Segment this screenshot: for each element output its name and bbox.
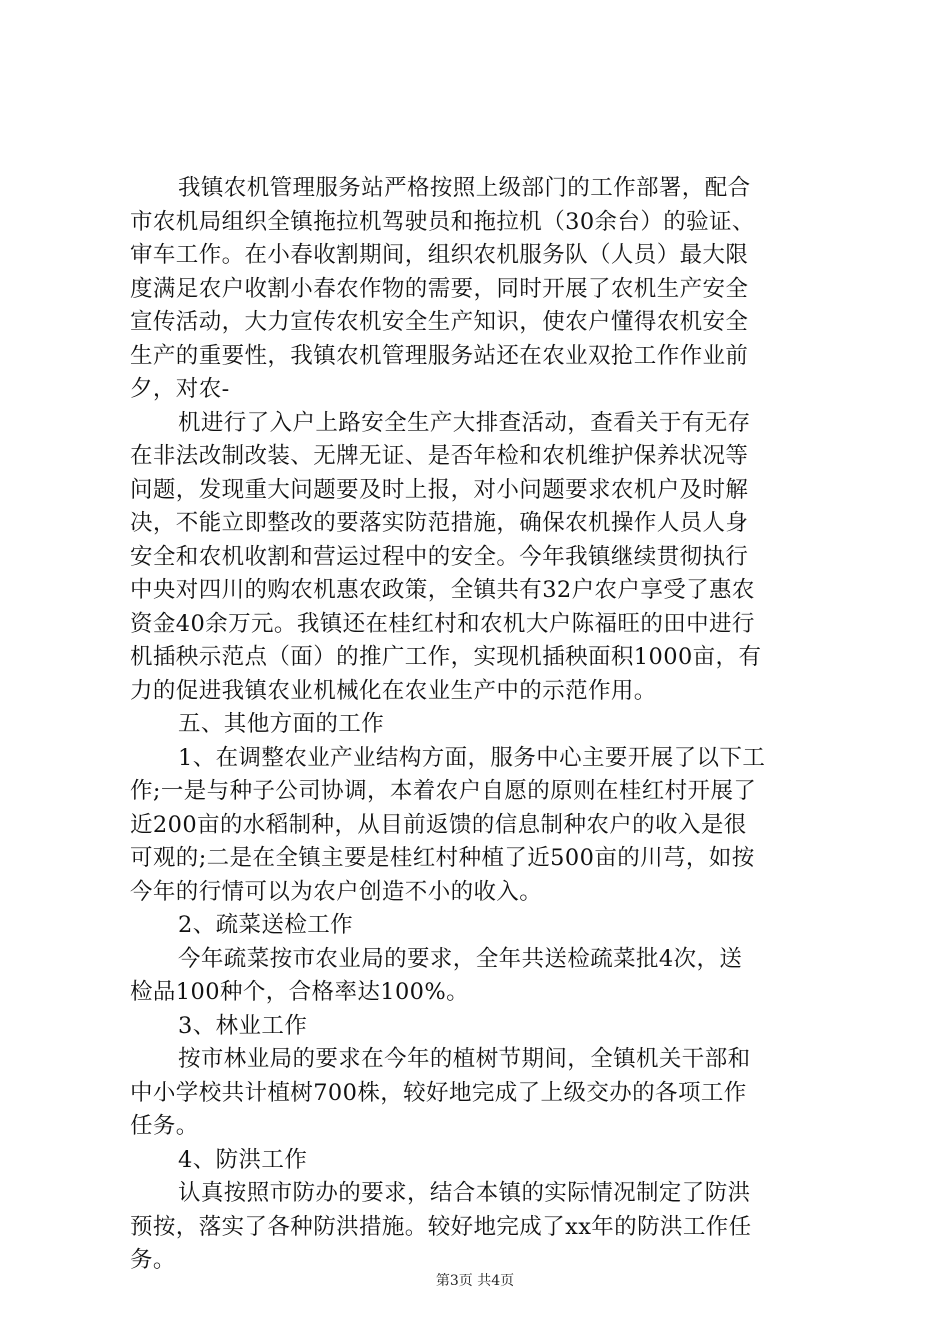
paragraph-line: 问题，发现重大问题要及时上报，对小问题要求农机户及时解 [130, 476, 749, 503]
subsection-heading: 4、防洪工作 [178, 1146, 308, 1173]
subsection-heading: 3、林业工作 [178, 1012, 308, 1039]
paragraph-line: 预按，落实了各种防洪措施。较好地完成了xx年的防洪工作任 [130, 1213, 752, 1240]
paragraph-line: 今年的行情可以为农户创造不小的收入。 [130, 878, 543, 905]
paragraph-line: 我镇农机管理服务站严格按照上级部门的工作部署，配合 [178, 175, 751, 201]
paragraph-line: 安全和农机收割和营运过程中的安全。今年我镇继续贯彻执行 [130, 543, 749, 570]
paragraph-line: 生产的重要性，我镇农机管理服务站还在农业双抢工作作业前 [130, 342, 749, 369]
paragraph-line: 力的促进我镇农业机械化在农业生产中的示范作用。 [130, 677, 657, 704]
page-number-footer: 第3页 共4页 [435, 1273, 515, 1289]
paragraph-line: 认真按照市防办的要求，结合本镇的实际情况制定了防洪 [178, 1180, 751, 1206]
paragraph-line: 务。 [130, 1247, 176, 1273]
paragraph-line: 决，不能立即整改的要落实防范措施，确保农机操作人员人身 [130, 510, 749, 536]
paragraph-line: 夕，对农- [130, 376, 230, 402]
paragraph-line: 中央对四川的购农机惠农政策，全镇共有32户农户享受了惠农 [130, 577, 755, 603]
paragraph-line: 中小学校共计植树700株，较好地完成了上级交办的各项工作 [130, 1079, 747, 1106]
paragraph-line: 资金40余万元。我镇还在桂红村和农机大户陈福旺的田中进行 [130, 610, 755, 637]
document-body [130, 172, 825, 1278]
paragraph-line: 机进行了入户上路安全生产大排查活动，查看关于有无存 [178, 409, 751, 436]
paragraph-line: 可观的;二是在全镇主要是桂红村种植了近500亩的川芎，如按 [130, 845, 755, 871]
paragraph-line: 今年疏菜按市农业局的要求，全年共送检疏菜批4次，送 [178, 945, 743, 972]
paragraph-line: 审车工作。在小春收割期间，组织农机服务队（人员）最大限 [130, 242, 749, 268]
paragraph-line: 市农机局组织全镇拖拉机驾驶员和拖拉机（30余台）的验证、 [130, 208, 755, 235]
paragraph-line: 度满足农户收割小春农作物的需要，同时开展了农机生产安全 [130, 275, 749, 302]
paragraph-line: 检品100种个，合格率达100%。 [130, 979, 470, 1005]
subsection-heading: 2、疏菜送检工作 [178, 912, 354, 938]
paragraph-line: 机插秧示范点（面）的推广工作，实现机插秧面积1000亩，有 [130, 644, 762, 670]
paragraph-line: 任务。 [130, 1113, 199, 1139]
paragraph-line: 宣传活动，大力宣传农机安全生产知识，使农户懂得农机安全 [130, 309, 749, 335]
paragraph-line: 近200亩的水稻制种，从目前返馈的信息制种农户的收入是很 [130, 811, 747, 838]
paragraph-line: 在非法改制改装、无牌无证、是否年检和农机维护保养状况等 [130, 443, 749, 469]
paragraph-line: 作;一是与种子公司协调，本着农户自愿的原则在桂红村开展了 [130, 778, 757, 804]
paragraph-line: 1、在调整农业产业结构方面，服务中心主要开展了以下工 [178, 744, 766, 771]
paragraph-line: 按市林业局的要求在今年的植树节期间，全镇机关干部和 [178, 1046, 751, 1072]
section-heading: 五、其他方面的工作 [178, 711, 385, 737]
